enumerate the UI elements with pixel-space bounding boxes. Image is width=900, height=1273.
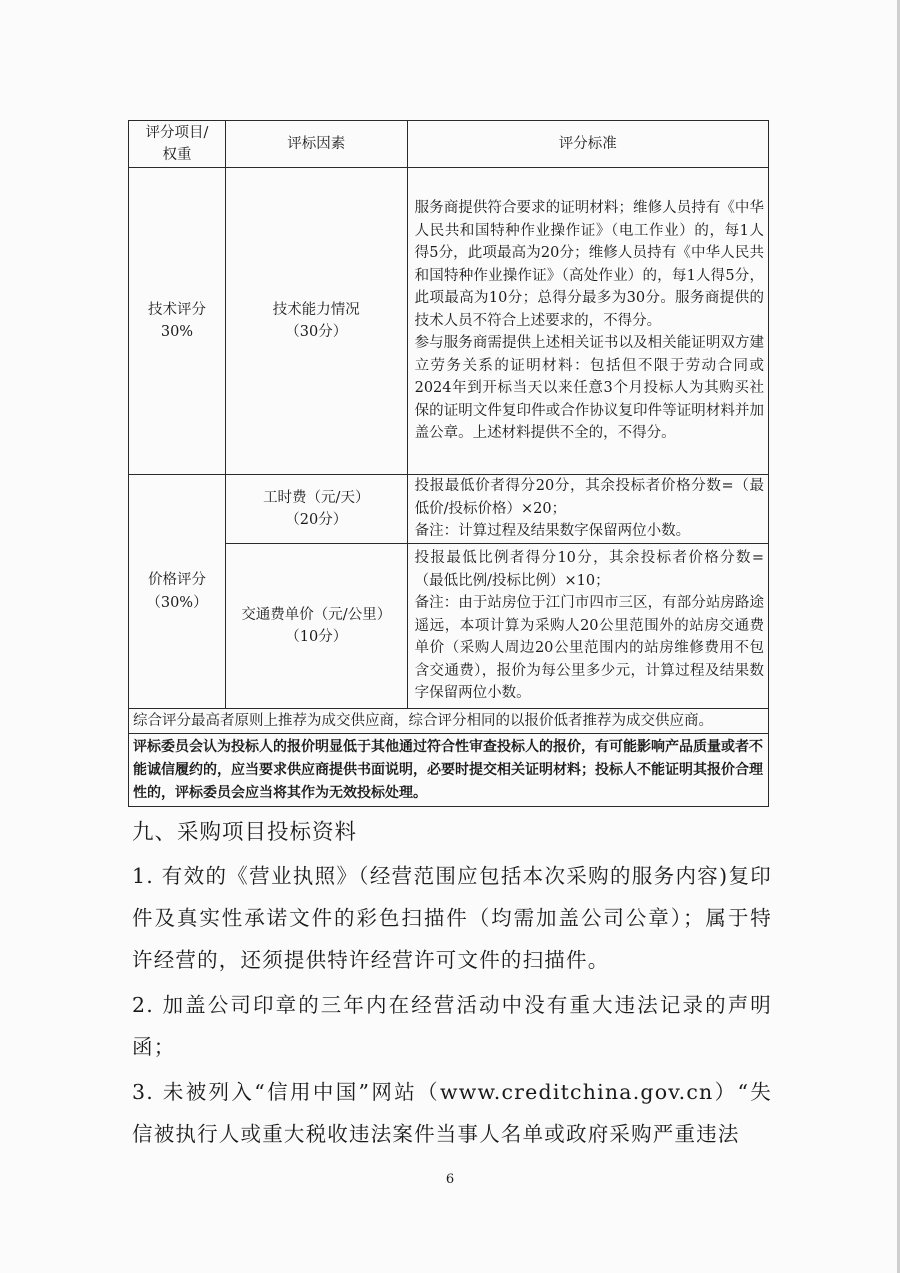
header-standard: 评分标准 bbox=[407, 121, 768, 168]
tech-row bbox=[129, 168, 769, 475]
tech-standard-text: 服务商提供符合要求的证明材料；维修人员持有《中华人民共和国特种作业操作证》（电工作业）的，每1人得5分，此项最高为20分；维修人员持有《中华人民共和国特种作业操作证》（高处作业）的，每1人得5分，此项最高为10分；总得分最多为30分。服务商提供的技术人员不符合上述要求的，不得分。 参与服务商需提供上述相关证书以及相关能证明双方建立劳务关系的证明材料：包括但不限于劳动合同或2024年到开标当天以来任意3个月投标人为其购买社保的证明文件复印件或合作协议复印件等证明材料并加盖公章。上述材料提供不全的，不得分。 bbox=[414, 200, 764, 442]
tech-project: 技术评分 30% bbox=[129, 168, 226, 475]
list-item-3: 3. 未被列入“信用中国”网站（www.creditchina.gov.cn）“失信被执行人或重大税收违法案件当事人名单或政府采购严重违法 bbox=[132, 1080, 772, 1146]
tech-standard bbox=[407, 168, 768, 475]
tech-factor: 技术能力情况 （30分） bbox=[225, 168, 407, 475]
labor-standard-text: 投报最低价者得分20分，其余投标者价格分数=（最低价/投标价格）×20； 备注：计算过程及结果数字保留两位小数。 bbox=[414, 478, 764, 540]
note-text: 评标委员会认为投标人的报价明显低于其他通过符合性审查投标人的报价，有可能影响产品质量或者不能诚信履约的，应当要求供应商提供书面说明，必要时提交相关证明材料；投标人不能证明其报价合理性的，评标委员会应当将其作为无效投标处理。 bbox=[129, 734, 769, 807]
table-header-row bbox=[129, 121, 769, 168]
price-traffic-row bbox=[129, 544, 769, 709]
list-item-1: 1. 有效的《营业执照》（经营范围应包括本次采购的服务内容)复印件及真实性承诺文件的彩色扫描件（均需加盖公司公章）；属于特许经营的，还须提供特许经营许可文件的扫描件。 bbox=[132, 864, 772, 972]
price-project: 价格评分 （30%） bbox=[129, 475, 226, 709]
labor-standard bbox=[407, 475, 768, 544]
summary-text: 综合评分最高者原则上推荐为成交供应商，综合评分相同的以报价低者推荐为成交供应商。 bbox=[129, 709, 769, 734]
header-factor: 评标因素 bbox=[225, 121, 407, 168]
list-item-2: 2. 加盖公司印章的三年内在经营活动中没有重大违法记录的声明函； bbox=[132, 993, 772, 1059]
price-labor-row bbox=[129, 475, 769, 544]
note-row bbox=[129, 734, 769, 807]
traffic-standard bbox=[407, 544, 768, 709]
header-project: 评分项目/ 权重 bbox=[129, 121, 226, 168]
traffic-standard-text: 投报最低比例者得分10分，其余投标者价格分数=（最低比例/投标比例）×10； 备注：由于站房位于江门市四市三区，有部分站房路途遥远，本项计算为采购人20公里范围外的站房交通费单价（采购人周边20公里范围内的站房维修费用不包含交通费），报价为每公里多少元，计算过程及结果数字保留两位小数。 bbox=[414, 550, 764, 702]
labor-factor: 工时费（元/天） （20分） bbox=[225, 475, 407, 544]
page-number: 6 bbox=[445, 1172, 455, 1187]
traffic-factor: 交通费单价（元/公里） （10分） bbox=[225, 544, 407, 709]
summary-row bbox=[129, 709, 769, 734]
section-title: 九、采购项目投标资料 bbox=[132, 820, 358, 845]
scoring-table bbox=[128, 120, 769, 807]
